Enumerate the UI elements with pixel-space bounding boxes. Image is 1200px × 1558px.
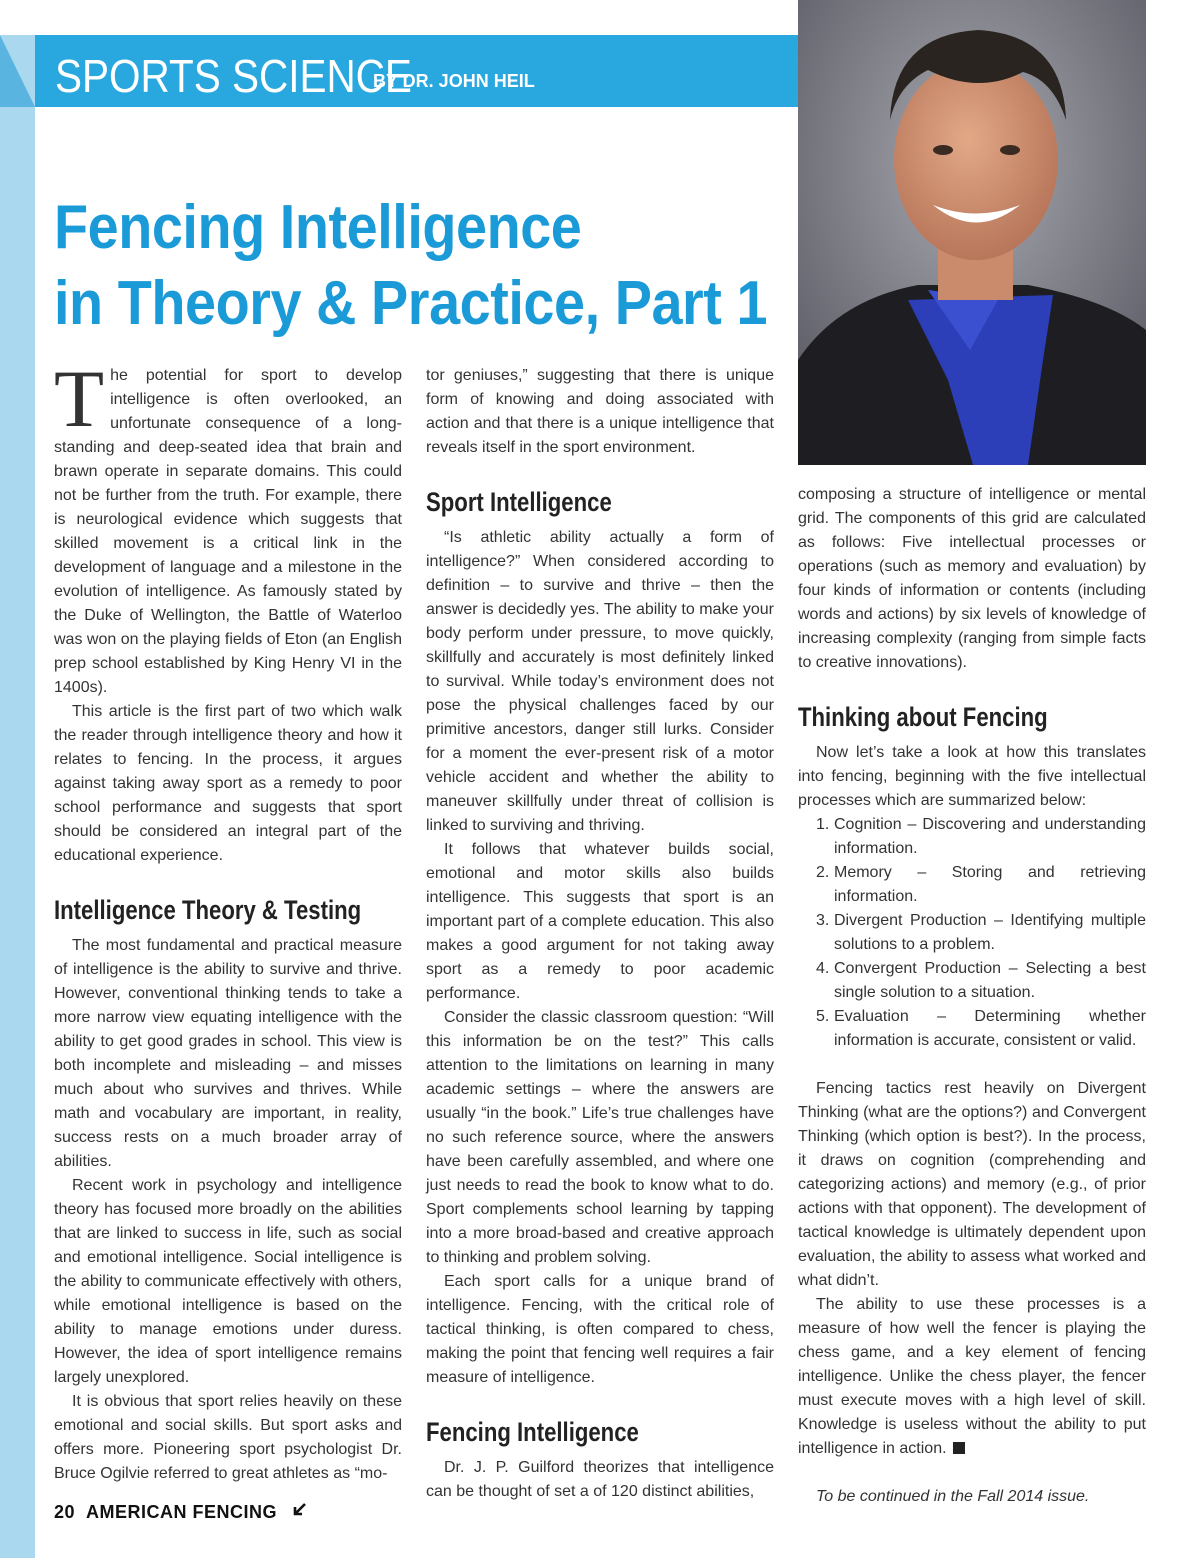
list-number: 4. — [816, 960, 830, 977]
closing-text: The ability to use these processes is a measure of how well the fencer is playing the chess game, and a key element of fencing intelligence. Unlike the chess player, the fencer must execute moves with a high level of skill. Knowledge is useless without the ability to put intelligence in action. — [798, 1296, 1146, 1457]
list-number: 3. — [816, 912, 830, 929]
paragraph: composing a structure of intelligence or mental grid. The components of this grid are calculated as follows: Five intellectual processes or operations (such as memory and evaluation) by four kinds of information or contents (including words and actions) by six levels of knowledge of increasing complexity (ranging from simple facts to creative innovations). — [798, 486, 1146, 671]
author-portrait-photo — [798, 0, 1146, 465]
list-item — [798, 861, 1146, 909]
paragraph: Dr. J. P. Guilford theorizes that intelligence can be thought of set a of 120 distinct abilities, — [426, 1459, 774, 1500]
list-text: Memory – Storing and retrieving information. — [834, 864, 1146, 905]
list-number: 2. — [816, 864, 830, 881]
list-text: Cognition – Discovering and understanding information. — [834, 816, 1146, 857]
page-footer — [54, 1502, 307, 1523]
list-item — [798, 1005, 1146, 1053]
list-number: 5. — [816, 1008, 830, 1025]
article-headline — [54, 190, 767, 342]
paragraph: tor geniuses,” suggesting that there is unique form of knowing and doing associated with action and that there is a unique intelligence that reveals itself in the sport environment. — [426, 367, 774, 456]
end-mark-icon — [953, 1442, 965, 1454]
list-item — [798, 957, 1146, 1005]
list-text: Divergent Production – Identifying multiple solutions to a problem. — [834, 912, 1146, 953]
paragraph: This article is the first part of two which walk the reader through intelligence theory and how it relates to fencing. In the process, it argues against taking away sport as a remedy to poor school performance and suggests that sport should be considered an integral part of the educational experience. — [54, 703, 402, 864]
arrow-down-left-icon — [291, 1502, 307, 1523]
list-number: 1. — [816, 816, 830, 833]
paragraph: Consider the classic classroom question: “Will this information be on the test?” This calls attention to the limitations on learning in many academic settings – where the answers are usually “in the book.” Life’s true challenges have no such reference source, where the answers have been carefully assembled, and where one just needs to read the book to know what to do. Sport complements school learning by tapping into a more broad-based and creative approach to thinking and problem solving. — [426, 1009, 774, 1266]
paragraph: It is obvious that sport relies heavily on these emotional and social skills. But sport asks and offers more. Pioneering sport psychologist Dr. Bruce Ogilvie referred to great athletes as “mo- — [54, 1393, 402, 1482]
author-byline: BY DR. JOHN HEIL — [373, 71, 535, 91]
top-margin — [0, 0, 798, 35]
left-rail-decoration — [0, 0, 35, 1558]
paragraph: Recent work in psychology and intelligence theory has focused more broadly on the abilities that are linked to success in life, such as social and emotional intelligence. Social intelligence is the ability to communicate effectively with others, while emotional intelligence is based on the ability to manage emotions under duress. However, the idea of sport intelligence remains largely unexplored. — [54, 1177, 402, 1386]
intro-paragraph — [54, 353, 402, 700]
rail-notch-decoration — [0, 35, 35, 107]
list-text: Evaluation – Determining whether information is accurate, consistent or valid. — [834, 1008, 1146, 1049]
article-column-1 — [54, 353, 402, 1486]
headline-line-1: Fencing Intelligence — [54, 193, 582, 262]
paragraph: “Is athletic ability actually a form of intelligence?” When considered according to definition – to survive and thrive – then the answer is decidedly yes. The ability to make your body perform under pressure, to move quickly, skillfully and accurately is most definitely linked to survival. While today’s environment does not pose the physical challenges faced by our primitive ancestors, danger still lurks. Consider for a moment the ever-present risk of a motor vehicle accident and whether the ability to maneuver skillfully under threat of collision is linked to surviving and thriving. — [426, 529, 774, 834]
closing-paragraph — [798, 1293, 1146, 1461]
drop-cap: T — [54, 353, 105, 444]
page-number: 20 — [54, 1502, 76, 1522]
intellectual-processes-list — [798, 813, 1146, 1053]
list-item — [798, 813, 1146, 861]
headline-line-2: in Theory & Practice, Part 1 — [54, 269, 768, 338]
section-header-bar — [35, 35, 798, 107]
section-title: SPORTS SCIENCE — [55, 50, 412, 102]
section-heading: Fencing Intelligence — [426, 1417, 639, 1447]
section-heading: Intelligence Theory & Testing — [54, 895, 362, 925]
section-heading: Sport Intelligence — [426, 487, 612, 517]
paragraph: Now let’s take a look at how this translates into fencing, beginning with the five intellectual processes which are summarized below: — [798, 744, 1146, 809]
paragraph: Fencing tactics rest heavily on Divergent Thinking (what are the options?) and Convergent Thinking (which option is best?). In the process, it draws on cognition (comprehending and categorizing actions) and memory (e.g., of prior actions with that opponent). The development of tactical knowledge is ultimately dependent upon evaluation, the ability to assess what worked and what didn’t. — [798, 1080, 1146, 1289]
portrait-illustration — [798, 0, 1146, 465]
magazine-name: AMERICAN FENCING — [86, 1502, 278, 1522]
intro-text: he potential for sport to develop intelligence is often overlooked, an unfortunate consequence of a long-standing and deep-seated idea that brain and brawn operate in separate domains. This could not be further from the truth. For example, there is neurological evidence which suggests that skilled movement is a critical link in the development of language and a milestone in the evolution of intelligence. As famously stated by the Duke of Wellington, the Battle of Waterloo was won on the playing fields of Eton (an English prep school established by King Henry VI in the 1400s). — [54, 367, 402, 696]
continued-note: To be continued in the Fall 2014 issue. — [816, 1488, 1090, 1505]
section-heading: Thinking about Fencing — [798, 702, 1048, 732]
article-column-2 — [426, 364, 774, 1504]
list-text: Convergent Production – Selecting a best single solution to a situation. — [834, 960, 1146, 1001]
paragraph: Each sport calls for a unique brand of intelligence. Fencing, with the critical role of tactical thinking, is often compared to chess, making the point that fencing well requires a fair measure of intelligence. — [426, 1273, 774, 1386]
list-item — [798, 909, 1146, 957]
article-column-3 — [798, 483, 1146, 1509]
paragraph: It follows that whatever builds social, emotional and motor skills also builds intelligence. This suggests that sport is an important part of a complete education. This also makes a good argument for not taking away sport as a remedy to poor academic performance. — [426, 841, 774, 1002]
paragraph: The most fundamental and practical measure of intelligence is the ability to survive and thrive. However, conventional thinking tends to take a more narrow view equating intelligence with the ability to get good grades in school. This view is both incomplete and misleading – and misses much about who survives and thrives. While math and vocabulary are important, in reality, success rests on a much broader array of abilities. — [54, 937, 402, 1170]
